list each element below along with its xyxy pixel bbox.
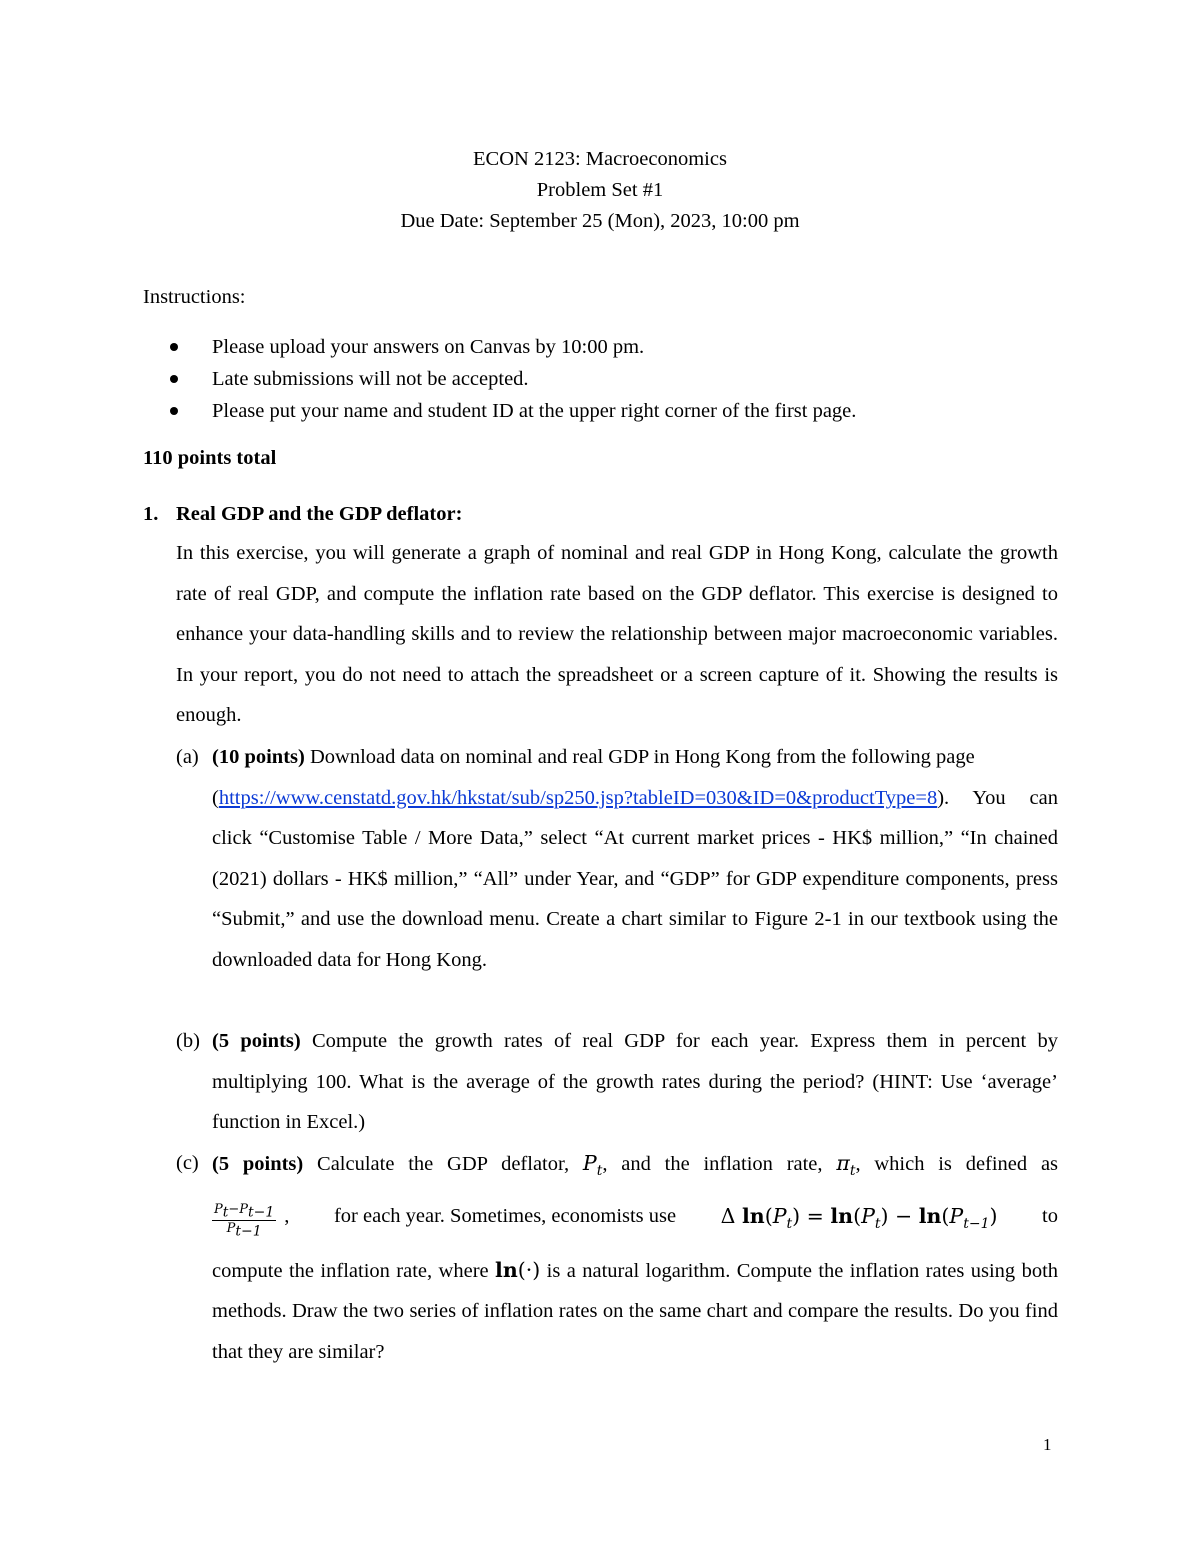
part-text: and the inflation rate,: [621, 1153, 823, 1175]
question-intro: In this exercise, you will generate a graph of nominal and real GDP in Hong Kong, calculate the growth rate of real GDP, and compute the inflation rate based on the GDP deflator. This exercise is designed to enhance your data-handling skills and to review the relationship between major macroeconomic variables. In your report, you do not need to attach the spreadsheet or a screen capture of it. Showing the results is enough.: [176, 542, 1058, 727]
list-item: [170, 395, 856, 427]
points-total: 110 points total: [143, 447, 277, 469]
part-text: for each year. Sometimes, economists use: [333, 1205, 677, 1228]
due-date: Due Date: September 25 (Mon), 2023, 10:00 pm: [400, 210, 800, 232]
part-text: Download data on nominal and real GDP in Hong Kong from the following page: [309, 746, 975, 768]
part-points: (5 points): [212, 1030, 301, 1052]
question-title: Real GDP and the GDP deflator:: [176, 503, 463, 525]
question-number: 1.: [143, 503, 159, 525]
instruction-text: Please put your name and student ID at the upper right corner of the first page.: [212, 400, 857, 422]
part-label: (a): [176, 746, 199, 768]
instruction-text: Please upload your answers on Canvas by 10:00 pm.: [212, 336, 645, 358]
part-text: compute the inflation rate, where: [212, 1259, 489, 1282]
course-title: ECON 2123: Macroeconomics: [473, 148, 727, 170]
link-close: ).: [937, 786, 950, 809]
inflation-symbol: $\pi_t$: [836, 1151, 856, 1180]
page-number: 1: [1043, 1435, 1052, 1454]
problem-set-title: Problem Set #1: [536, 179, 664, 201]
bullet-icon: [170, 375, 178, 383]
formula-line: $\frac{P_t-P_{t-1}}{P_{t-1}}$ , for each year. Sometimes, economists use Δ $\ln(P_t) = \ln(P_t) - \ln(P_{t-1})$ to: [212, 1192, 1058, 1250]
instructions-heading: Instructions:: [143, 286, 246, 308]
ln-function-symbol: ln(·): [495, 1257, 541, 1282]
part-text: to: [1042, 1205, 1058, 1228]
part-b: [176, 1021, 1058, 1143]
log-difference-formula: Δ $\ln(P_t) = \ln(P_t) - \ln(P_{t-1})$: [720, 1204, 998, 1233]
list-item: [170, 331, 856, 363]
deflator-symbol: $P_t$: [582, 1151, 603, 1180]
part-text: Compute the growth rates of real GDP for each year. Express them in percent by multiplying 100. What is the average of the growth rates during the period? (HINT: Use ‘average’ function in Excel.): [212, 1030, 1058, 1134]
inflation-fraction: $\frac{P_t-P_{t-1}}{P_{t-1}}$: [214, 1201, 275, 1240]
part-points: (10 points): [212, 746, 305, 768]
part-text: is a natural logarithm. Compute the inflation rates using both methods. Draw the two series of inflation rates on the same chart and compare the results. Do you find that they are similar?: [212, 1259, 1059, 1363]
part-text: You can click “Customise Table / More Data,” select “At current market prices - HK$ million,” “In chained (2021) dollars - HK$ million,” “All” under Year, and “GDP” for GDP expenditure components, press “Submit,” and use the download menu. Create a chart similar to Figure 2-1 in our textbook using the downloaded data for Hong Kong.: [212, 786, 1058, 971]
document-header: [0, 144, 1200, 237]
part-label: (c): [176, 1152, 199, 1174]
part-text: which is defined as: [874, 1153, 1059, 1175]
question-heading: [143, 500, 462, 528]
instruction-text: Late submissions will not be accepted.: [212, 368, 529, 390]
part-c: (c) (5 points) Calculate the GDP deflator, $P_t$, and the inflation rate, $\pi_t$, which is defined as $\frac{P_t-P_{t-1}}{P_{t-1}}$ , for each year. Sometimes, economists use Δ $\ln(P_t) = \ln(P_t) - \ln(P_{t-1})$ to compute the inflation rate, where ln(·) is a natural logarithm. Compute the inflation rates using both methods. Draw the two series of inflation rates on the same chart and compare the results. Do you find that they are similar?: [176, 1143, 1058, 1372]
part-points: (5 points): [212, 1153, 304, 1175]
link-open: (: [212, 786, 219, 809]
list-item: [170, 363, 856, 395]
instructions-list: [170, 331, 856, 427]
part-label: (b): [176, 1030, 200, 1052]
part-a: [176, 737, 1058, 981]
bullet-icon: [170, 343, 178, 351]
part-text: Calculate the GDP deflator,: [317, 1153, 570, 1175]
bullet-icon: [170, 407, 178, 415]
data-source-link[interactable]: https://www.censtatd.gov.hk/hkstat/sub/sp250.jsp?tableID=030&ID=0&productType=8: [218, 786, 938, 809]
